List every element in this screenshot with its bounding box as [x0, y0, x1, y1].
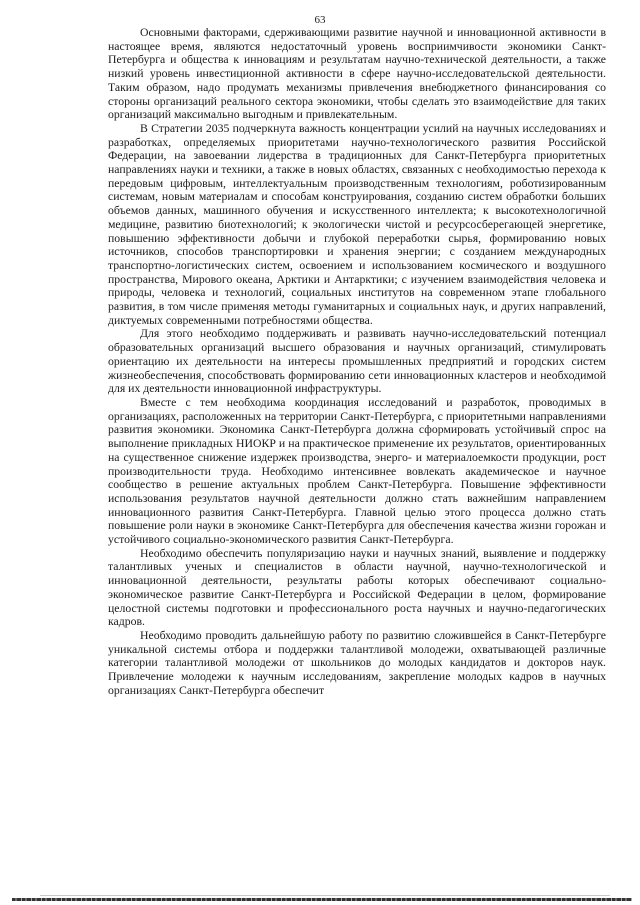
document-body — [108, 26, 606, 697]
paragraph-research-potential: Для этого необходимо поддерживать и развивать научно-исследовательский потенциал образовательных организаций высшего образования и научных организаций, стимулировать ориентацию их деятельности на интересы промышленных предприятий и городских систем жизнеобеспечения, способствовать формированию сети инновационных кластеров и необходимой для их деятельности инновационной инфраструктуры. — [108, 327, 606, 396]
paragraph-youth-support: Необходимо проводить дальнейшую работу по развитию сложившейся в Санкт-Петербурге уникальной системы отбора и поддержки талантливой молодежи, охватывающей различные категории талантливой молодежи от школьников до молодых кандидатов и докторов наук. Привлечение молодежи к научным исследованиям, закрепление молодых кадров в научных организациях Санкт-Петербурга обеспечит — [108, 628, 606, 697]
page-number: 63 — [314, 14, 326, 26]
paragraph-factors: Основными факторами, сдерживающими развитие научной и инновационной активности в настоящее время, являются недостаточный уровень восприимчивости экономики Санкт-Петербурга и общества к инновациям и результатам научно-технической деятельности, а также низкий уровень инвестиционной активности в сфере научно-исследовательской деятельности. Таким образом, надо продумать механизмы привлечения внебюджетного финансирования со стороны организаций реального сектора экономики, чтобы сделать это взаимодействие для таких организаций максимально выгодным и привлекательным. — [108, 26, 606, 122]
paragraph-strategy-2035: В Стратегии 2035 подчеркнута важность концентрации усилий на научных исследованиях и разработках, определяемых приоритетами научно-технологического развития Российской Федерации, на завоевании лидерства в традиционных для Санкт-Петербурга приоритетных направлениях науки и техники, а также в новых областях, связанных с необходимостью перехода к передовым цифровым, интеллектуальным производственным технологиям, роботизированным системам, новым материалам и способам конструирования, созданию систем обработки больших объемов данных, машинного обучения и искусственного интеллекта; к высокотехнологичной медицине, развитию биотехнологий; к экологически чистой и ресурсосберегающей энергетике, повышению эффективности добычи и глубокой переработки сырья, формированию новых источников, способов транспортировки и хранения энергии; с созданием международных транспортно-логистических систем, освоением и использованием космического и воздушного пространства, Мирового океана, Арктики и Антарктики; с изучением взаимодействия человека и природы, человека и технологий, социальных институтов на современном этапе глобального развития, в том числе применяя методы гуманитарных и социальных наук, и других направлений, диктуемых современными потребностями общества. — [108, 121, 606, 327]
paragraph-popularization: Необходимо обеспечить популяризацию науки и научных знаний, выявление и поддержку талантливых ученых и специалистов в области научной, научно-технологической и инновационной деятельности, результаты работы которых обеспечивают социально-экономическое развитие Санкт-Петербурга и Российской Федерации в целом, формирование целостной системы подготовки и профессионального роста научных и научно-педагогических кадров. — [108, 546, 606, 629]
paragraph-coordination: Вместе с тем необходима координация исследований и разработок, проводимых в организациях, расположенных на территории Санкт-Петербурга, с приоритетными направлениями развития экономики. Экономика Санкт-Петербурга должна сформировать устойчивый спрос на выполнение прикладных НИОКР и на практическое применение их результатов, ориентированных на существенное снижение издержек производства, энерго- и материалоемкости продукции, рост производительности труда. Необходимо интенсивнее вовлекать академическое и научное сообщество в решение актуальных проблем Санкт-Петербурга. Повышение эффективности использования результатов научной деятельности должно стать важнейшим направлением инновационного развития Санкт-Петербурга. Главной целью этого процесса должно стать повышение роли науки в экономике Санкт-Петербурга для обеспечения качества жизни горожан и устойчивого социально-экономического развития Санкт-Петербурга. — [108, 395, 606, 547]
scan-edge-line — [40, 895, 610, 896]
scan-edge-artifact — [12, 898, 632, 901]
